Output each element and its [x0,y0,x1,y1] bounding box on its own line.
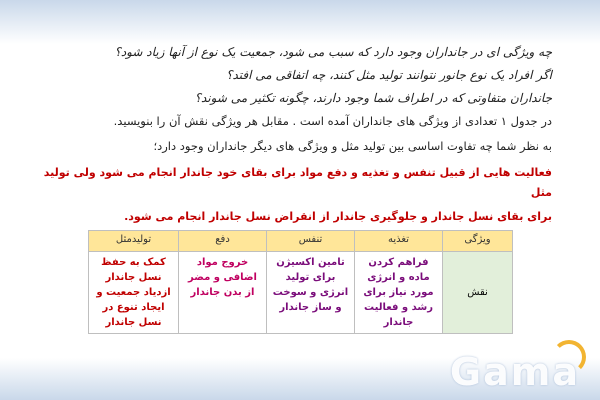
header-excretion: دفع [179,231,267,252]
table-row [89,252,513,334]
header-reproduction: تولیدمثل [89,231,179,252]
header-characteristic: ویژگی [443,231,513,252]
top-gradient-band [0,0,600,44]
table-header-row [89,231,513,252]
characteristics-table [88,230,513,334]
row-label-role: نقش [443,252,513,334]
header-nutrition: تغذیه [355,231,443,252]
instruction-paragraph: در جدول ۱ تعدادی از ویژگی های جانداران آمده است . مقابل هر ویژگی نقش آن را بنویسید. [113,114,552,128]
cell-nutrition: فراهم کردن ماده و انرژی مورد نیاز برای رشد و فعالیت جاندار [355,252,443,334]
gama-logo: Gama [449,350,580,394]
cell-respiration: تامین اکسیژن برای تولید انرژی و سوخت و ساز جاندار [267,252,355,334]
discussion-question: به نظر شما چه تفاوت اساسی بین تولید مثل و ویژگی های دیگر جانداران وجود دارد؛ [153,139,552,153]
question-1: چه ویژگی ای در جانداران وجود دارد که سبب می شود، جمعیت یک نوع از آنها زیاد شود؟ [114,45,552,59]
slide-content [40,44,552,231]
question-3: جانداران متفاوتی که در اطراف شما وجود دارند، چگونه تکثیر می شوند؟ [194,91,552,105]
cell-excretion: خروج مواد اضافی و مضر از بدن جاندار [179,252,267,334]
header-respiration: تنفس [267,231,355,252]
answer-line-1: فعالیت هایی از قبیل تنفس و تغذیه و دفع مواد برای بقای خود جاندار انجام می شود ولی تولید مثل [43,166,552,199]
answer-line-2: برای بقای نسل جاندار و جلوگیری جاندار از انقراض نسل جاندار انجام می شود. [124,210,552,223]
cell-reproduction: کمک به حفظ نسل جاندار ازدیاد جمعیت و ایجاد تنوع در نسل جاندار [89,252,179,334]
question-2: اگر افراد یک نوع جانور نتوانند تولید مثل کنند، چه اتفاقی می افتد؟ [226,68,552,82]
